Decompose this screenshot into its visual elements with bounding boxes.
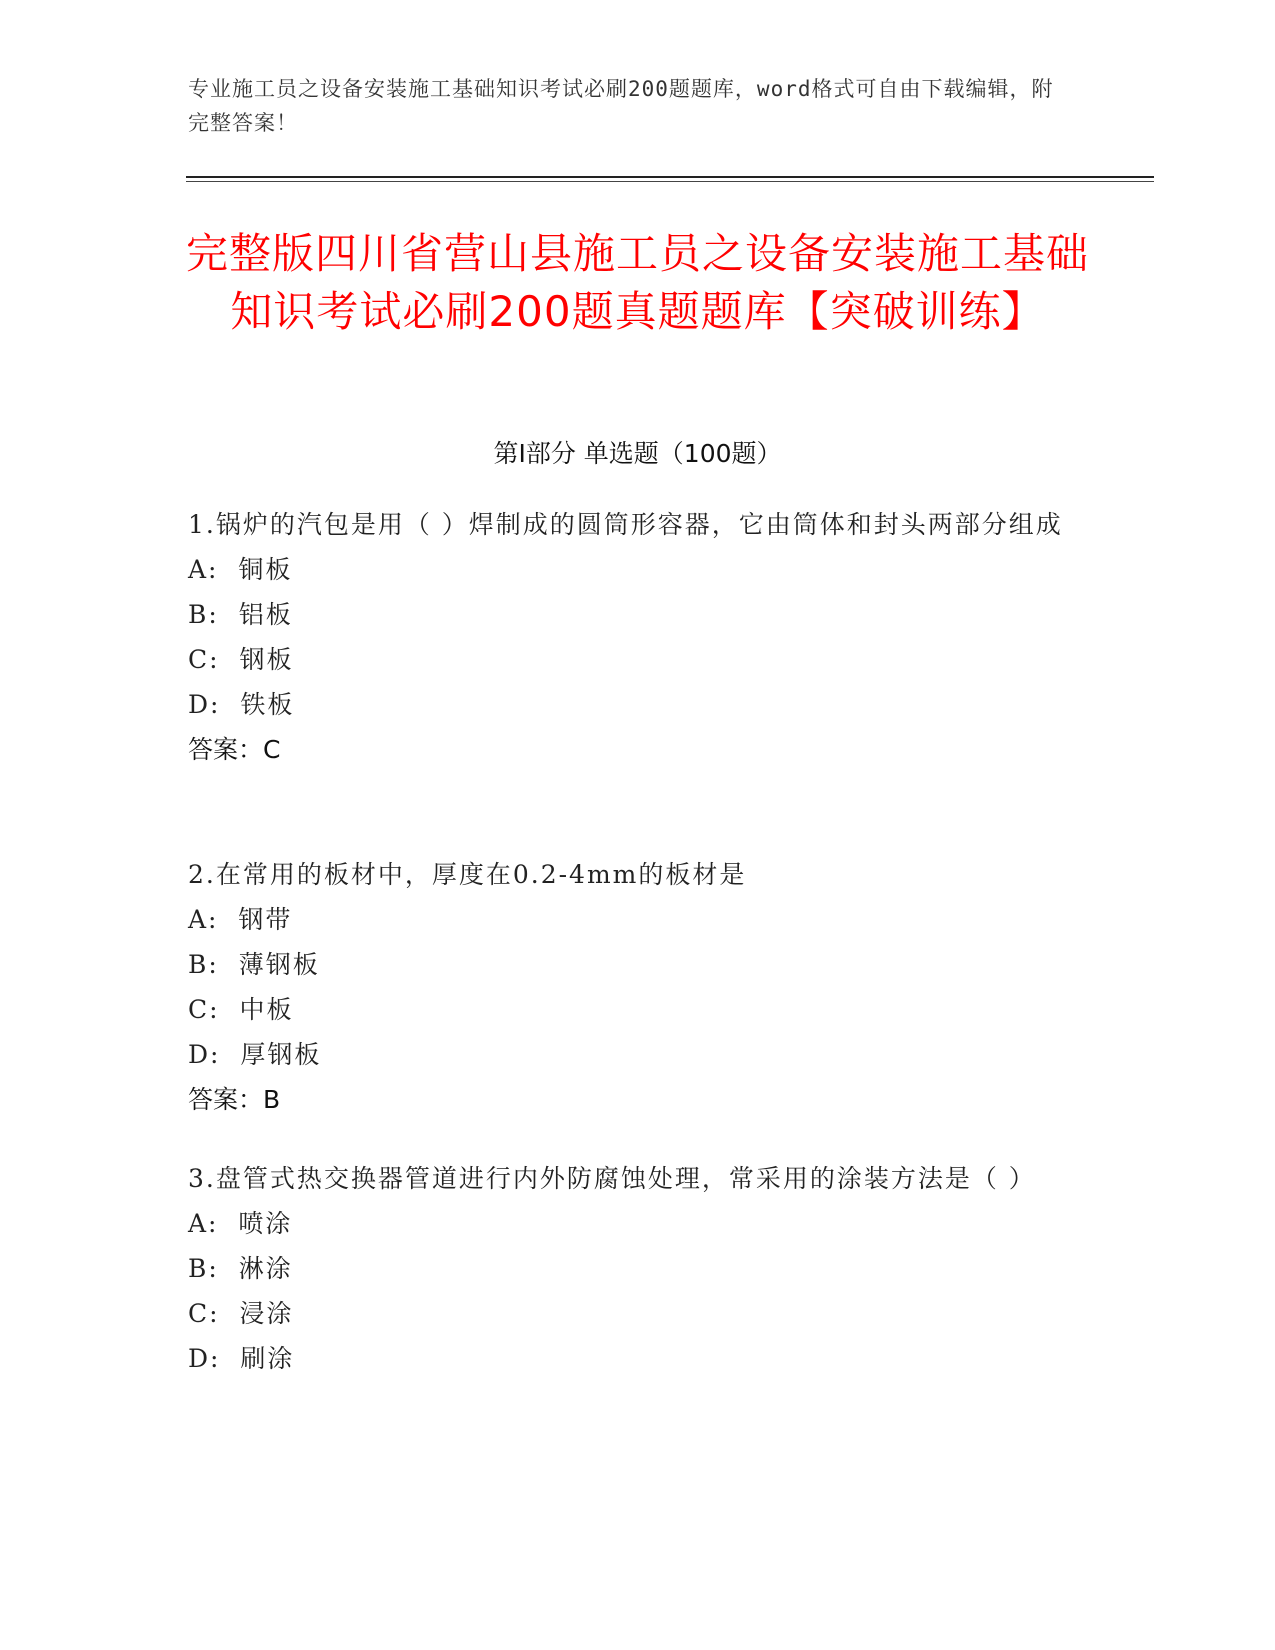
option-b: B: 淋涂 — [188, 1254, 293, 1283]
document-title: 完整版四川省营山县施工员之设备安装施工基础知识考试必刷200题真题题库【突破训练】 — [185, 229, 1089, 336]
option-c: C: 钢板 — [188, 645, 294, 674]
option-c: C: 浸涂 — [188, 1299, 294, 1328]
question-stem: 1.锅炉的汽包是用（ ）焊制成的圆筒形容器，它由筒体和封头两部分组成 — [188, 510, 1063, 539]
header-note: 专业施工员之设备安装施工基础知识考试必刷200题题库，word格式可自由下载编辑，附完整答案！ — [188, 77, 1054, 135]
header-divider-thick — [186, 176, 1154, 178]
question-2 — [188, 852, 1068, 1122]
question-1 — [188, 502, 1068, 772]
option-d: D: 铁板 — [188, 690, 295, 719]
option-a: A: 钢带 — [188, 905, 293, 934]
option-b: B: 薄钢板 — [188, 950, 320, 979]
option-a: A: 铜板 — [188, 555, 293, 584]
question-stem: 2.在常用的板材中，厚度在0.2-4mm的板材是 — [188, 860, 747, 889]
option-d: D: 厚钢板 — [188, 1040, 322, 1069]
question-stem: 3.盘管式热交换器管道进行内外防腐蚀处理，常采用的涂装方法是（ ） — [188, 1164, 1036, 1193]
section-title: 第Ⅰ部分 单选题（100题） — [493, 439, 782, 468]
question-3 — [188, 1156, 1068, 1381]
answer-label: 答案：B — [188, 1085, 281, 1114]
option-b: B: 铝板 — [188, 600, 293, 629]
option-a: A: 喷涂 — [188, 1209, 293, 1238]
option-c: C: 中板 — [188, 995, 294, 1024]
answer-label: 答案：C — [188, 735, 281, 764]
header-divider-thin — [186, 181, 1154, 182]
option-d: D: 刷涂 — [188, 1344, 295, 1373]
